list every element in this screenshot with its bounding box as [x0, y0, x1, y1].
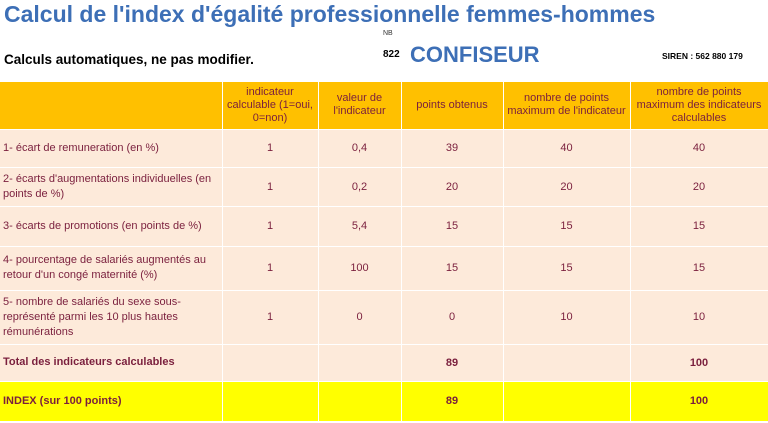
table-row: [0, 129, 768, 167]
index-cell-valeur[interactable]: [318, 381, 401, 421]
header-cell-max: nombre de points maximum de l'indicateur: [503, 82, 630, 129]
total-cell-valeur[interactable]: [318, 344, 401, 381]
cell-points[interactable]: 15: [401, 246, 503, 290]
header-cell-label: [0, 82, 222, 129]
row-label: 3- écarts de promotions (en points de %): [0, 206, 222, 246]
total-cell-calculable[interactable]: [222, 344, 318, 381]
cell-valeur[interactable]: 100: [318, 246, 401, 290]
index-max-calc[interactable]: 100: [630, 381, 768, 421]
header-cell-calculable: indicateur calculable (1=oui, 0=non): [222, 82, 318, 129]
cell-calculable[interactable]: 1: [222, 290, 318, 344]
header-cell-valeur: valeur de l'indicateur: [318, 82, 401, 129]
cell-max-calc[interactable]: 20: [630, 167, 768, 206]
cell-points[interactable]: 15: [401, 206, 503, 246]
cell-valeur[interactable]: 5,4: [318, 206, 401, 246]
page-title: Calcul de l'index d'égalité professionnelle femmes-hommes: [4, 1, 656, 27]
total-label: Total des indicateurs calculables: [0, 344, 222, 381]
row-label: 1- écart de remuneration (en %): [0, 129, 222, 167]
index-table: [0, 82, 768, 422]
total-max-calc[interactable]: 100: [630, 344, 768, 381]
index-cell-max[interactable]: [503, 381, 630, 421]
nb-value: 822: [383, 49, 400, 60]
cell-max[interactable]: 20: [503, 167, 630, 206]
table-header-row: [0, 82, 768, 129]
index-points[interactable]: 89: [401, 381, 503, 421]
table-row: [0, 246, 768, 290]
cell-valeur[interactable]: 0: [318, 290, 401, 344]
total-points[interactable]: 89: [401, 344, 503, 381]
cell-valeur[interactable]: 0,2: [318, 167, 401, 206]
row-label: 2- écarts d'augmentations individuelles (en points de %): [0, 167, 222, 206]
cell-max[interactable]: 15: [503, 206, 630, 246]
cell-points[interactable]: 20: [401, 167, 503, 206]
cell-calculable[interactable]: 1: [222, 246, 318, 290]
index-cell-calculable[interactable]: [222, 381, 318, 421]
cell-calculable[interactable]: 1: [222, 129, 318, 167]
total-row: [0, 344, 768, 381]
cell-max[interactable]: 10: [503, 290, 630, 344]
cell-calculable[interactable]: 1: [222, 206, 318, 246]
table-row: [0, 206, 768, 246]
cell-points[interactable]: 0: [401, 290, 503, 344]
company-name: CONFISEUR: [410, 42, 540, 67]
total-cell-max[interactable]: [503, 344, 630, 381]
index-label: INDEX (sur 100 points): [0, 381, 222, 421]
cell-valeur[interactable]: 0,4: [318, 129, 401, 167]
cell-max[interactable]: 40: [503, 129, 630, 167]
nb-label: NB: [383, 30, 393, 37]
cell-max-calc[interactable]: 10: [630, 290, 768, 344]
cell-points[interactable]: 39: [401, 129, 503, 167]
siren-number: SIREN : 562 880 179: [662, 51, 743, 61]
index-row: [0, 381, 768, 421]
row-label: 4- pourcentage de salariés augmentés au retour d'un congé maternité (%): [0, 246, 222, 290]
cell-max[interactable]: 15: [503, 246, 630, 290]
cell-calculable[interactable]: 1: [222, 167, 318, 206]
subtitle: Calculs automatiques, ne pas modifier.: [4, 52, 254, 67]
cell-max-calc[interactable]: 40: [630, 129, 768, 167]
row-label: 5- nombre de salariés du sexe sous-représenté parmi les 10 plus hautes rémunérations: [0, 290, 222, 344]
header-cell-points: points obtenus: [401, 82, 503, 129]
header-cell-max-calc: nombre de points maximum des indicateurs calculables: [630, 82, 768, 129]
cell-max-calc[interactable]: 15: [630, 206, 768, 246]
table-row: [0, 167, 768, 206]
cell-max-calc[interactable]: 15: [630, 246, 768, 290]
table-row: [0, 290, 768, 344]
